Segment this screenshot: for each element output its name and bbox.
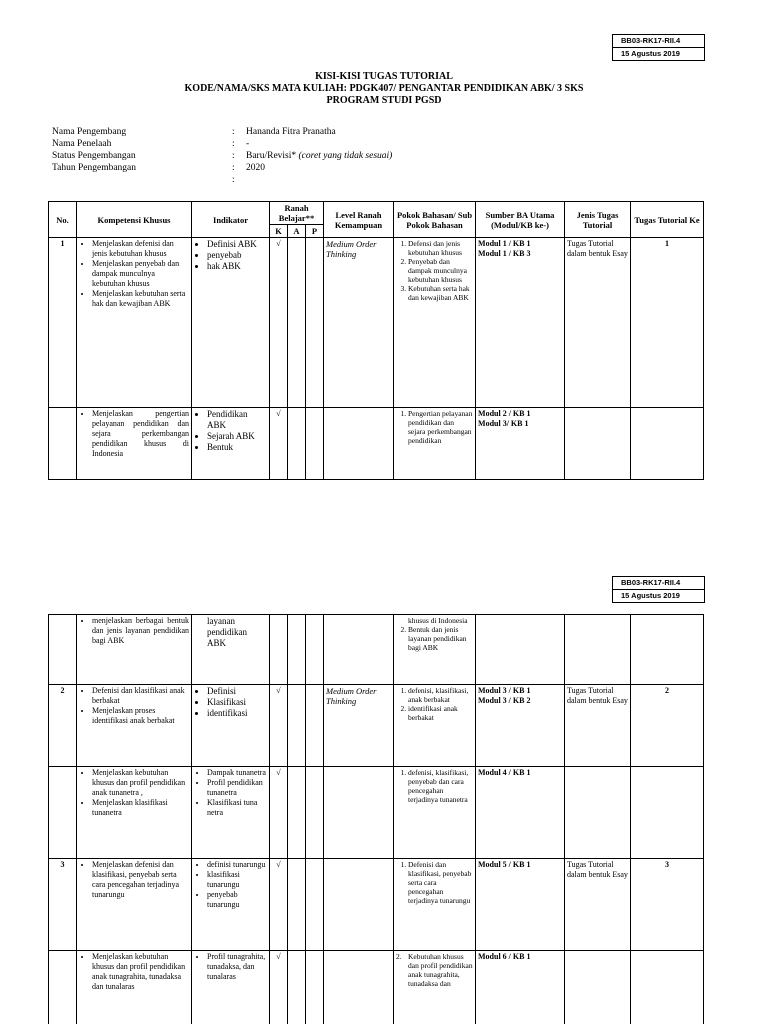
row-number: 3 — [49, 859, 77, 951]
meta-value: Hananda Fitra Pranatha — [246, 127, 336, 137]
document-page-2 — [0, 572, 768, 1024]
table-row — [49, 238, 704, 408]
document-date: 15 Agustus 2019 — [613, 589, 704, 602]
kompetensi-cell — [77, 615, 192, 685]
ranah-k-check: √ — [270, 685, 288, 767]
list-item: 1. Defensi dan jenis kebutuhan khusus — [408, 239, 473, 257]
indikator-cell — [192, 238, 270, 408]
list-item: • penyebab — [207, 250, 267, 261]
kompetensi-cell — [77, 767, 192, 859]
list-item: • Menjelaskan defenisi dan klasifikasi, penyebab serta cara pencegahan terjadinya tunarungu — [92, 860, 189, 900]
level-cell — [324, 951, 394, 1024]
list-item: 2. Bentuk dan jenis layanan pendidikan bagi ABK — [408, 625, 473, 652]
list-item: • Definisi — [207, 686, 267, 697]
sumber-cell — [476, 859, 565, 951]
list-item: • Menjelaskan kebutuhan khusus dan profil pendidikan anak tunanetra , — [92, 768, 189, 798]
ranah-p-cell — [306, 615, 324, 685]
jenis-cell: Tugas Tutorial dalam bentuk Esay — [565, 238, 631, 408]
tugas-cell: 2 — [631, 685, 704, 767]
document-code: BB03-RK17-RII.4 — [621, 578, 681, 587]
ranah-p-cell — [306, 951, 324, 1024]
ranah-a-cell — [288, 951, 306, 1024]
table-row — [49, 951, 704, 1024]
table-row — [49, 615, 704, 685]
header-p: P — [306, 225, 324, 238]
jenis-cell: Tugas Tutorial dalam bentuk Esay — [565, 859, 631, 951]
header-tugas: Tugas Tutorial Ke — [631, 202, 704, 238]
header-jenis: Jenis Tugas Tutorial — [565, 202, 631, 238]
list-item: • Menjelaskan proses identifikasi anak berbakat — [92, 706, 189, 726]
row-number: 2 — [49, 685, 77, 767]
ranah-a-cell — [288, 685, 306, 767]
status-value: Baru/Revisi* — [246, 151, 297, 161]
ranah-p-cell — [306, 238, 324, 408]
pokok-cell — [394, 859, 476, 951]
title-line-1: KISI-KISI TUGAS TUTORIAL — [315, 71, 453, 82]
list-item: • Menjelaskan kebutuhan khusus dan profil pendidikan anak tunagrahita, tunadaksa dan tunalaras — [92, 952, 189, 992]
pokok-number: 2. — [396, 952, 402, 961]
row-number — [49, 767, 77, 859]
ranah-k-check: √ — [270, 859, 288, 951]
tugas-cell: 1 — [631, 238, 704, 408]
meta-colon: : — [232, 127, 235, 137]
list-item: Kebutuhan khusus dan profil pendidikan anak tunagrahita, tunadaksa dan — [408, 952, 473, 988]
list-item: • Bentuk — [207, 442, 267, 453]
list-item: • Sejarah ABK — [207, 431, 267, 442]
meta-label: Tahun Pengembangan — [52, 163, 137, 173]
ranah-k-cell — [270, 615, 288, 685]
meta-colon: : — [232, 151, 235, 161]
row-number — [49, 951, 77, 1024]
pokok-cell — [394, 685, 476, 767]
ranah-k-check: √ — [270, 951, 288, 1024]
ranah-p-cell — [306, 767, 324, 859]
kompetensi-cell — [77, 408, 192, 480]
list-item: • Menjelaskan kebutuhan serta hak dan kewajiban ABK — [92, 289, 189, 309]
row-number — [49, 408, 77, 480]
status-note: (coret yang tidak sesuai) — [298, 151, 393, 161]
ranah-p-cell — [306, 685, 324, 767]
indikator-cell — [192, 408, 270, 480]
pokok-continued: khusus di Indonesia — [408, 616, 468, 625]
meta-row-status — [52, 150, 392, 162]
document-code: BB03-RK17-RII.4 — [621, 36, 681, 45]
sumber-cell — [476, 408, 565, 480]
sumber-item: Modul 1 / KB 3 — [478, 249, 531, 258]
indikator-cell — [192, 951, 270, 1024]
document-title — [0, 71, 768, 107]
sumber-item: Modul 4 / KB 1 — [478, 768, 531, 777]
meta-colon: : — [232, 175, 235, 185]
jenis-cell — [565, 951, 631, 1024]
list-item: 1. Pengertian pelayanan pendidikan dan sejara perkembangan pendidikan — [408, 409, 473, 445]
indikator-cell — [192, 767, 270, 859]
ranah-p-cell — [306, 859, 324, 951]
tugas-cell: 3 — [631, 859, 704, 951]
header-pokok: Pokok Bahasan/ Sub Pokok Bahasan — [394, 202, 476, 238]
meta-row-tahun — [52, 162, 392, 174]
table-row — [49, 859, 704, 951]
list-item: • menjelaskan berbagai bentuk dan jenis layanan pendidikan bagi ABK — [92, 616, 189, 646]
pokok-cell — [394, 238, 476, 408]
header-level: Level Ranah Kemampuan — [324, 202, 394, 238]
ranah-a-cell — [288, 238, 306, 408]
list-item: 1. defenisi, klasifikasi, anak berbakat — [408, 686, 473, 704]
tugas-cell — [631, 408, 704, 480]
sumber-item: Modul 3 / KB 1 — [478, 686, 531, 695]
kisi-kisi-table-page-1 — [48, 201, 704, 480]
document-code-box — [612, 576, 705, 603]
level-cell — [324, 859, 394, 951]
meta-colon: : — [232, 163, 235, 173]
meta-row-pengembang — [52, 126, 392, 138]
sumber-cell — [476, 238, 565, 408]
header-no: No. — [49, 202, 77, 238]
table-header-row — [49, 202, 704, 225]
tugas-cell — [631, 615, 704, 685]
indikator-cell: layanan pendidikan ABK — [192, 615, 270, 685]
meta-value: 2020 — [246, 163, 265, 173]
list-item: • Dampak tunanetra — [207, 768, 267, 778]
list-item: • identifikasi — [207, 708, 267, 719]
header-kompetensi: Kompetensi Khusus — [77, 202, 192, 238]
meta-row-empty — [52, 174, 392, 186]
ranah-k-check: √ — [270, 238, 288, 408]
meta-row-penelaah — [52, 138, 392, 150]
meta-label: Nama Penelaah — [52, 139, 112, 149]
level-cell — [324, 615, 394, 685]
table-row — [49, 767, 704, 859]
list-item: • klasifikasi tunarungu — [207, 870, 267, 890]
meta-label: Nama Pengembang — [52, 127, 127, 137]
sumber-item: Modul 2 / KB 1 — [478, 409, 531, 418]
list-item: • Definisi ABK — [207, 239, 267, 250]
sumber-cell — [476, 615, 565, 685]
pokok-cell — [394, 951, 476, 1024]
list-item: • Defenisi dan klasifikasi anak berbakat — [92, 686, 189, 706]
level-cell: Medium Order Thinking — [324, 238, 394, 408]
document-date: 15 Agustus 2019 — [613, 47, 704, 60]
list-item: • Profil pendidikan tunanetra — [207, 778, 267, 798]
tugas-cell — [631, 767, 704, 859]
pokok-cell — [394, 408, 476, 480]
sumber-item: Modul 1 / KB 1 — [478, 239, 531, 248]
list-item: • Menjelaskan penyebab dan dampak munculnya kebutuhan khusus — [92, 259, 189, 289]
row-number: 1 — [49, 238, 77, 408]
meta-colon: : — [232, 139, 235, 149]
level-cell — [324, 408, 394, 480]
meta-label: Status Pengembangan — [52, 151, 136, 161]
kompetensi-cell — [77, 951, 192, 1024]
sumber-item: Modul 3/ KB 1 — [478, 419, 529, 428]
title-line-3: PROGRAM STUDI PGSD — [326, 95, 442, 106]
indikator-cell — [192, 685, 270, 767]
jenis-cell — [565, 408, 631, 480]
list-item: 2. identifikasi anak berbakat — [408, 704, 473, 722]
pokok-numbered-item — [396, 952, 473, 988]
table-row — [49, 408, 704, 480]
sumber-item: Modul 5 / KB 1 — [478, 860, 531, 869]
list-item: • Menjelaskan klasifikasi tunanetra — [92, 798, 189, 818]
list-item: • Klasifikasi tuna netra — [207, 798, 267, 818]
title-line-2: KODE/NAMA/SKS MATA KULIAH: PDGK407/ PENGANTAR PENDIDIKAN ABK/ 3 SKS — [184, 83, 584, 94]
sumber-item: Modul 3 / KB 2 — [478, 696, 531, 705]
meta-value: - — [246, 139, 250, 149]
sumber-cell — [476, 767, 565, 859]
ranah-a-cell — [288, 767, 306, 859]
tugas-cell — [631, 951, 704, 1024]
indikator-cell — [192, 859, 270, 951]
meta-block — [52, 126, 392, 186]
header-a: A — [288, 225, 306, 238]
header-indikator: Indikator — [192, 202, 270, 238]
sumber-cell — [476, 685, 565, 767]
pokok-cell — [394, 615, 476, 685]
document-page-1 — [0, 0, 768, 500]
list-item: • definisi tunarungu — [207, 860, 267, 870]
sumber-cell — [476, 951, 565, 1024]
level-cell: Medium Order Thinking — [324, 685, 394, 767]
jenis-cell — [565, 767, 631, 859]
list-item: • Klasifikasi — [207, 697, 267, 708]
list-item: • Menjelaskan pengertian pelayanan pendidikan dan sejara perkembangan pendidikan khusus di Indonesia — [92, 409, 189, 459]
list-item: 3. Kebutuhan serta hak dan kewajiban ABK — [408, 284, 473, 302]
ranah-k-check: √ — [270, 767, 288, 859]
table-row — [49, 685, 704, 767]
kisi-kisi-table-page-2 — [48, 614, 704, 1024]
ranah-a-cell — [288, 859, 306, 951]
sumber-item: Modul 6 / KB 1 — [478, 952, 531, 961]
level-cell — [324, 767, 394, 859]
header-sumber: Sumber BA Utama (Modul/KB ke-) — [476, 202, 565, 238]
jenis-cell: Tugas Tutorial dalam bentuk Esay — [565, 685, 631, 767]
list-item: 1. Defenisi dan klasifikasi, penyebab serta cara pencegahan terjadinya tunarungu — [408, 860, 473, 905]
kompetensi-cell — [77, 238, 192, 408]
page-gap — [0, 500, 768, 572]
pokok-cell — [394, 767, 476, 859]
document-code-box — [612, 34, 705, 61]
list-item: • Pendidikan ABK — [207, 409, 267, 431]
ranah-a-cell — [288, 408, 306, 480]
ranah-a-cell — [288, 615, 306, 685]
ranah-p-cell — [306, 408, 324, 480]
header-ranah: Ranah Belajar** — [270, 202, 324, 225]
list-item: • Menjelaskan defenisi dan jenis kebutuhan khusus — [92, 239, 189, 259]
list-item: • penyebab tunarungu — [207, 890, 267, 910]
list-item: 2. Penyebab dan dampak munculnya kebutuhan khusus — [408, 257, 473, 284]
row-number — [49, 615, 77, 685]
ranah-k-check: √ — [270, 408, 288, 480]
jenis-cell — [565, 615, 631, 685]
kompetensi-cell — [77, 685, 192, 767]
kompetensi-cell — [77, 859, 192, 951]
meta-value — [246, 150, 392, 162]
list-item: • hak ABK — [207, 261, 267, 272]
list-item: 1. defenisi, klasifikasi, penyebab dan cara pencegahan terjadinya tunanetra — [408, 768, 473, 804]
list-item: • Profil tunagrahita, tunadaksa, dan tunalaras — [207, 952, 267, 982]
header-k: K — [270, 225, 288, 238]
